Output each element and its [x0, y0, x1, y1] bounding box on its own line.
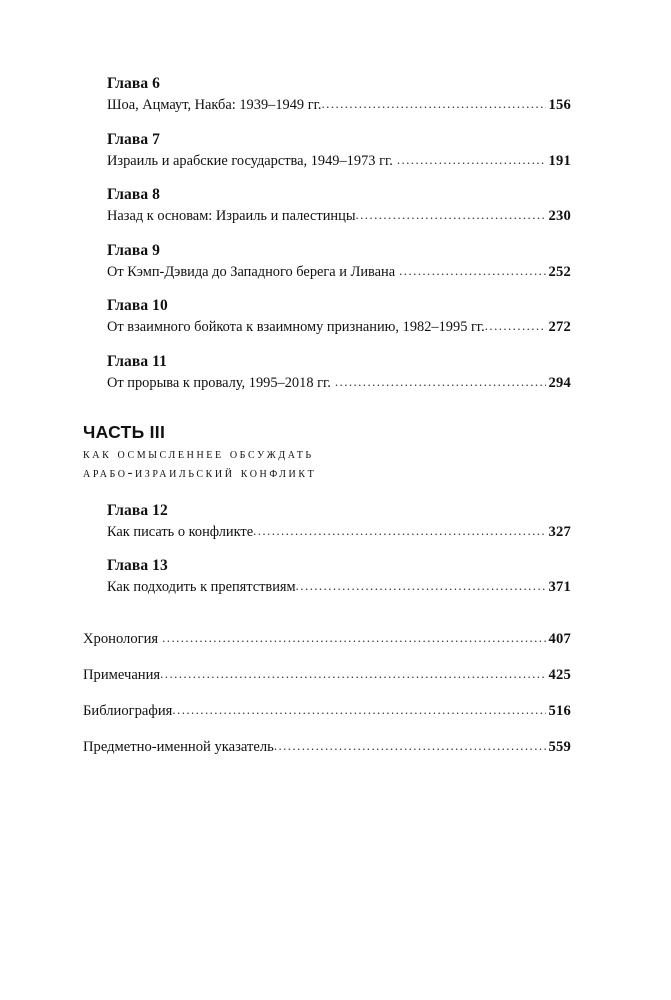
chapter-title: Шоа, Ацмаут, Накба: 1939–1949 гг. [107, 97, 322, 113]
back-matter-entry[interactable] [83, 700, 571, 722]
part-subtitle-line-2: арабо-израильский конфликт [83, 465, 317, 481]
chapter-title: Как подходить к препятствиям [107, 579, 296, 595]
part-subtitle [83, 445, 571, 484]
page-number: 425 [548, 667, 571, 683]
dot-leader [296, 575, 546, 596]
page-number: 559 [548, 739, 571, 755]
dot-leader [322, 93, 546, 114]
toc-content [83, 74, 571, 772]
part-subtitle-line-1: как осмысленнее обсуждать [83, 445, 314, 462]
page-number: 272 [548, 319, 571, 335]
back-matter-title: Библиография [83, 703, 173, 719]
page-number: 252 [548, 263, 571, 280]
dot-leader [485, 315, 546, 336]
back-matter-entry[interactable] [83, 736, 571, 758]
chapter-heading: Глава 6 [107, 75, 161, 92]
chapter-title: От Кэмп-Дэвида до Западного берега и Ливана [107, 263, 396, 280]
toc-chapter-entry[interactable] [107, 556, 571, 598]
part-heading-block [83, 421, 571, 484]
chapter-heading: Глава 12 [107, 501, 168, 519]
part-label: ЧАСТЬ III [83, 421, 166, 442]
toc-chapter-entry[interactable] [107, 296, 571, 338]
chapter-title-row[interactable] [107, 205, 571, 227]
chapter-heading: Глава 9 [107, 241, 161, 259]
back-matter-list [83, 628, 571, 758]
back-matter-entry[interactable] [83, 664, 571, 686]
toc-chapter-entry[interactable] [107, 352, 571, 394]
chapter-title: Как писать о конфликте [107, 523, 254, 540]
chapter-heading: Глава 11 [107, 352, 167, 370]
page-number: 191 [548, 152, 571, 169]
toc-chapter-entry[interactable] [107, 130, 571, 172]
dot-leader [356, 204, 546, 225]
dot-leader [397, 149, 546, 170]
dot-leader [274, 735, 546, 756]
page-number: 230 [548, 208, 571, 224]
page-number: 294 [548, 374, 571, 391]
chapter-title: Израиль и арабские государства, 1949–1973 гг. [107, 152, 393, 169]
page-number: 407 [548, 631, 571, 647]
chapter-title-row[interactable] [107, 576, 571, 598]
toc-chapter-entry[interactable] [107, 501, 571, 543]
page-number: 327 [548, 523, 571, 540]
chapter-heading: Глава 8 [107, 186, 161, 203]
dot-leader [162, 627, 545, 648]
back-matter-title: Примечания [83, 667, 161, 683]
dot-leader [160, 663, 545, 684]
back-matter-title: Предметно-именной указатель [83, 739, 274, 755]
chapter-heading: Глава 10 [107, 297, 168, 314]
dot-leader [399, 260, 545, 281]
back-matter-title: Хронология [83, 631, 159, 647]
chapter-heading: Глава 13 [107, 557, 168, 574]
chapter-title-row[interactable] [107, 150, 571, 172]
dot-leader [335, 371, 546, 392]
chapter-heading: Глава 7 [107, 130, 161, 148]
page-number: 156 [548, 97, 571, 113]
page-number: 516 [548, 703, 571, 719]
dot-leader [172, 699, 545, 720]
chapter-title-row[interactable] [107, 521, 571, 543]
back-matter-entry[interactable] [83, 628, 571, 650]
toc-chapter-entry[interactable] [107, 74, 571, 116]
chapter-title: От прорыва к провалу, 1995–2018 гг. [107, 374, 331, 391]
toc-chapter-entry[interactable] [107, 185, 571, 227]
chapter-title-row[interactable] [107, 316, 571, 338]
chapter-title-row[interactable] [107, 372, 571, 394]
chapter-title-row[interactable] [107, 94, 571, 116]
chapter-title: От взаимного бойкота к взаимному признанию, 1982–1995 гг. [107, 319, 485, 335]
dot-leader [253, 520, 545, 541]
chapter-title-row[interactable] [107, 261, 571, 283]
toc-chapter-entry[interactable] [107, 241, 571, 283]
chapter-title: Назад к основам: Израиль и палестинцы [107, 208, 356, 224]
page-number: 371 [548, 579, 571, 595]
